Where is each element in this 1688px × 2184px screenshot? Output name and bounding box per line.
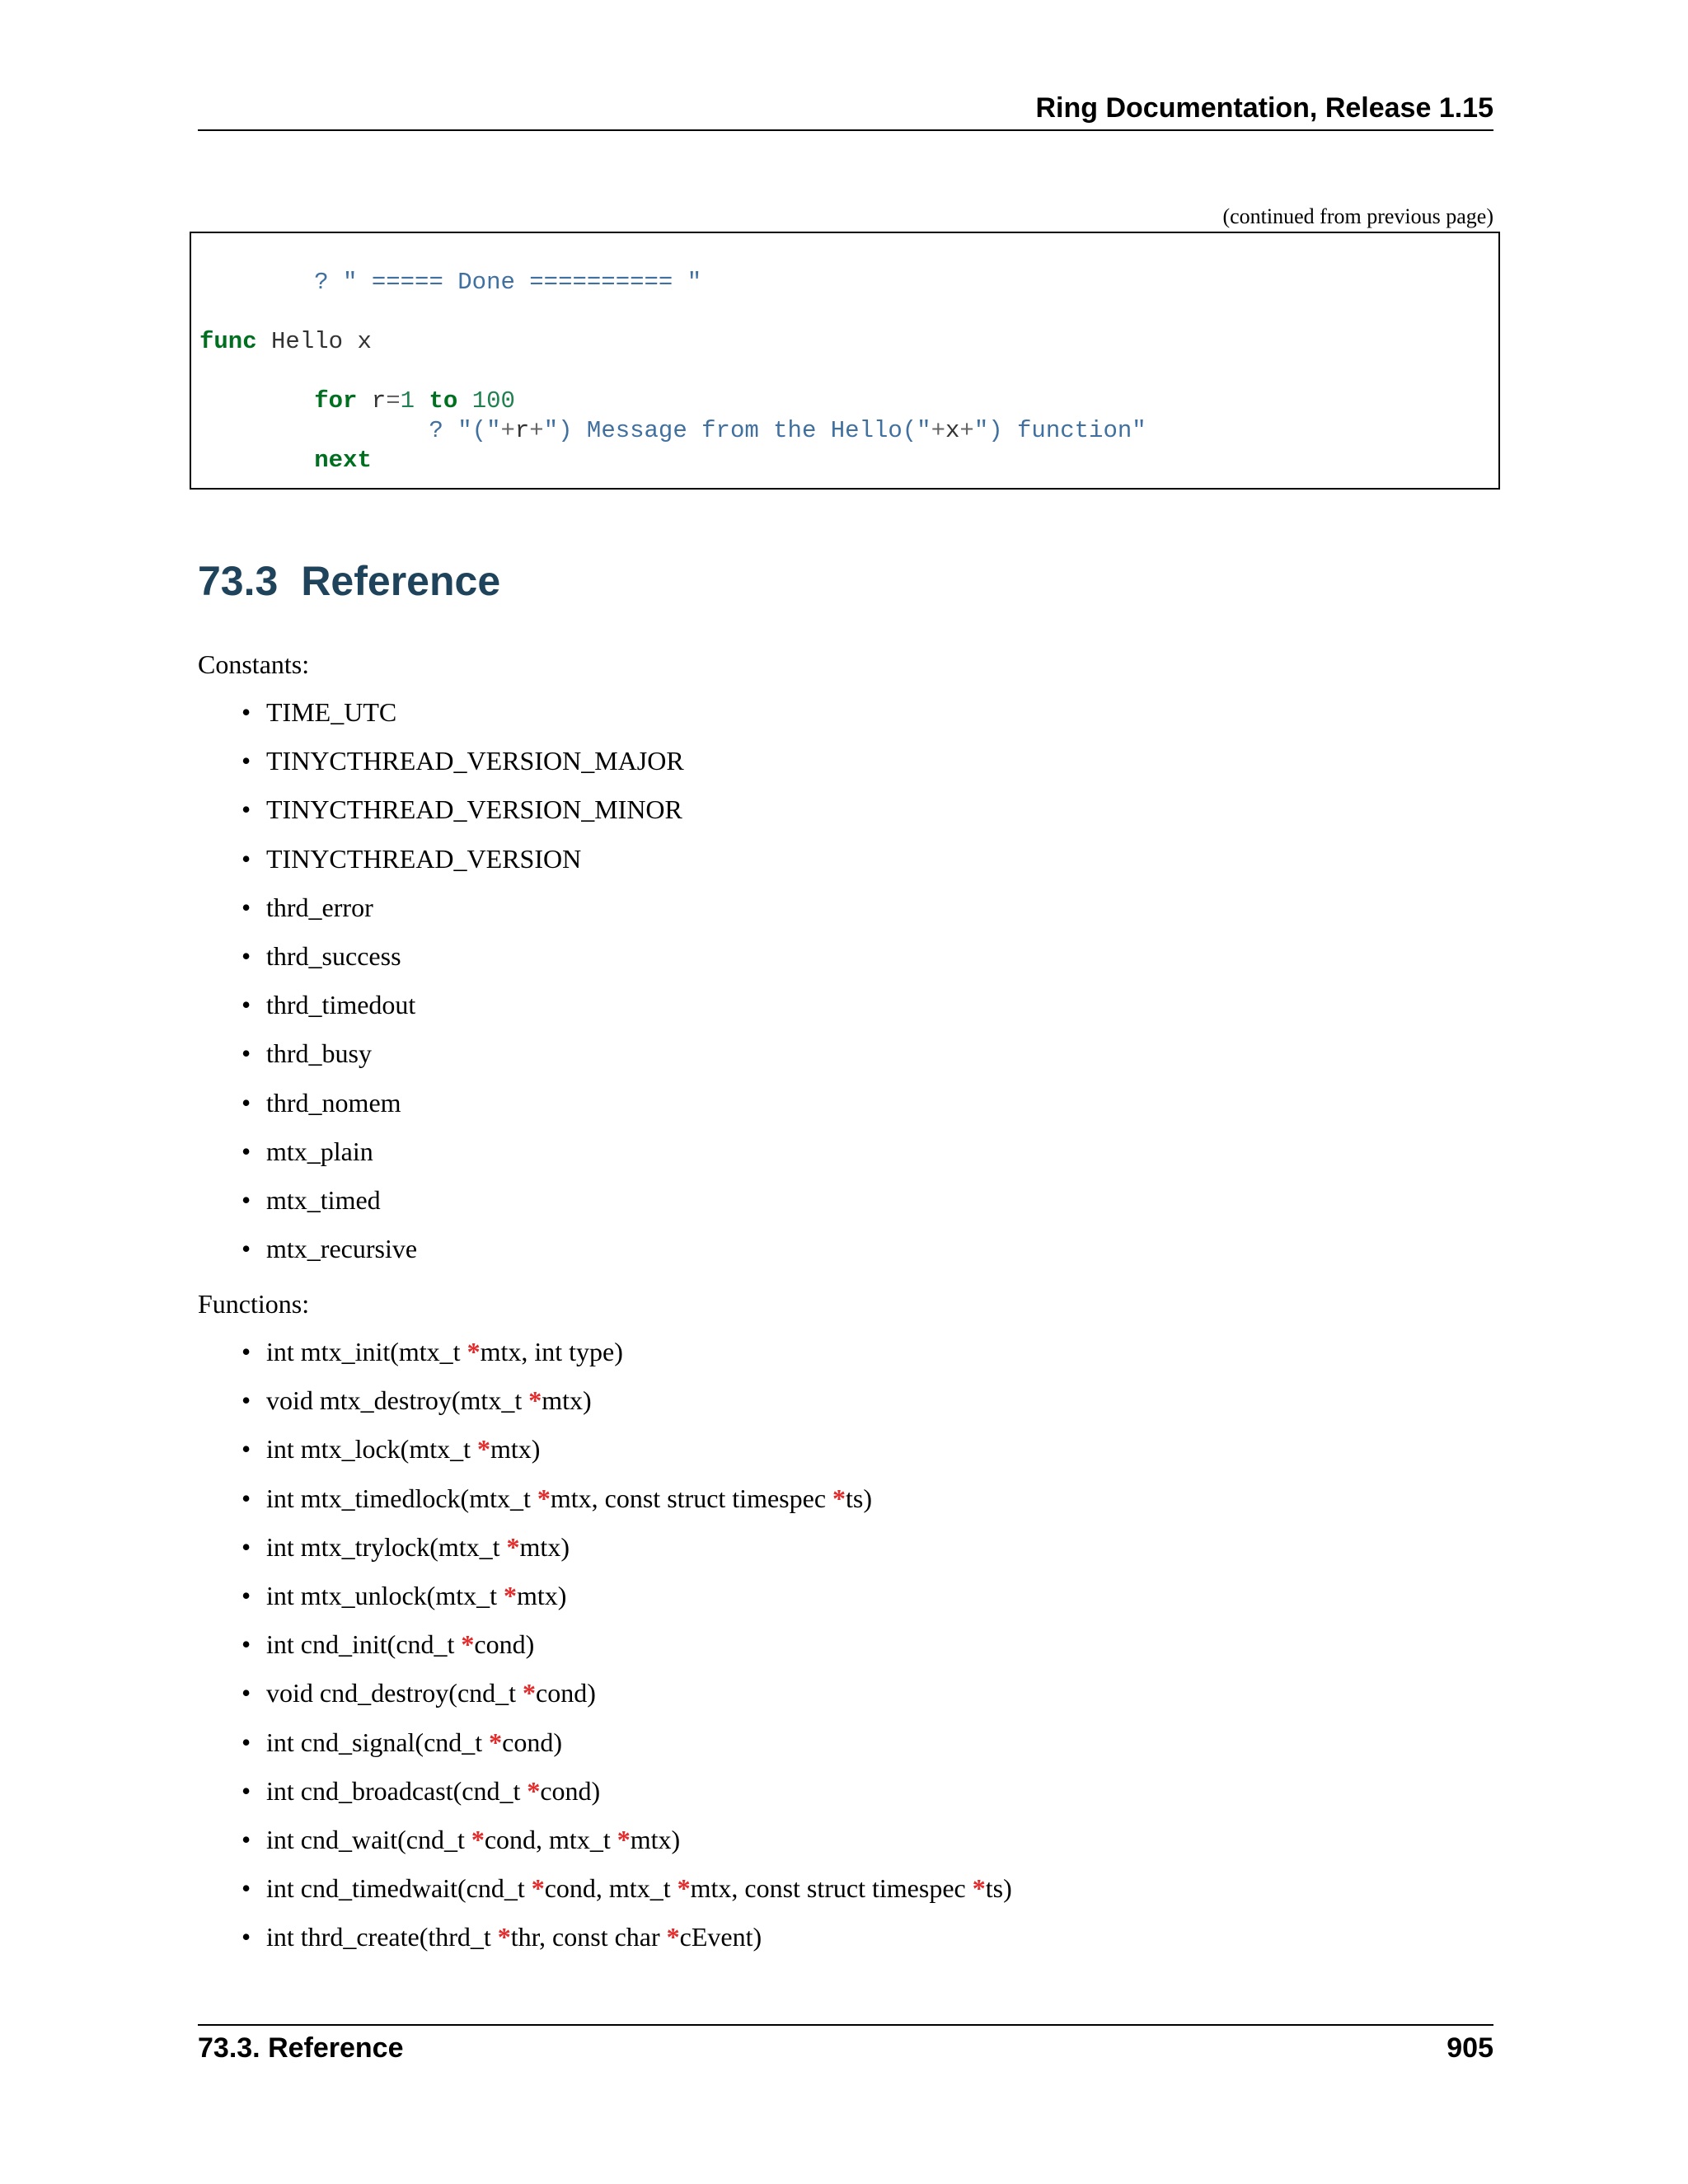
pointer-star: * [506,1531,520,1562]
list-item-text [266,1581,566,1611]
signature-part: int mtx_init(mtx_t [266,1337,467,1366]
bullet-icon: • [241,1727,251,1757]
code-keyword: next [314,447,372,474]
continued-note: (continued from previous page) [1222,204,1493,228]
bullet-icon: • [241,1873,251,1904]
list-item-text: thrd_timedout [266,990,416,1020]
code-operator: + [500,417,515,444]
signature-part: ts) [985,1873,1012,1904]
signature-part: int cnd_wait(cnd_t [266,1825,471,1854]
list-item-text: mtx_plain [266,1136,373,1166]
code-string: ") Message from the Hello(" [543,417,931,444]
code-text: Hello x [271,328,372,355]
pointer-star: * [832,1483,846,1513]
list-item-text [266,1678,596,1708]
list-item-text: TINYCTHREAD_VERSION_MAJOR [266,746,684,776]
list-item-text: thrd_error [266,892,373,922]
pointer-star: * [476,1434,490,1465]
signature-part: thr, const char [510,1922,667,1952]
bullet-icon: • [241,1185,251,1215]
code-token: ? [429,417,443,444]
list-item-text [266,1825,680,1855]
code-operator: + [959,417,974,444]
code-text: x [945,417,960,444]
constants-label: Constants: [198,649,310,679]
list-item-text [266,1629,534,1660]
code-keyword: for [314,387,358,415]
list-item-text: thrd_busy [266,1038,372,1069]
signature-part: int mtx_trylock(mtx_t [266,1531,507,1562]
signature-part: cond, mtx_t [484,1825,617,1854]
signature-part: mtx) [542,1385,592,1416]
functions-label: Functions: [198,1289,310,1319]
bullet-icon: • [241,1922,251,1952]
header-rule [198,129,1493,131]
signature-part: ts) [846,1483,873,1513]
list-item-text [266,1337,623,1367]
list-item-text: mtx_timed [266,1185,381,1215]
signature-part: mtx, const struct timespec [550,1483,833,1513]
bullet-icon: • [241,1038,251,1069]
code-string: "(" [457,417,501,444]
pointer-star: * [677,1873,691,1904]
pointer-star: * [666,1922,680,1952]
code-operator: = [386,387,401,415]
pointer-star: * [617,1825,631,1854]
bullet-icon: • [241,1678,251,1708]
list-item-text: thrd_nomem [266,1087,401,1118]
signature-part: int mtx_timedlock(mtx_t [266,1483,537,1513]
list-item-text: thrd_success [266,941,401,971]
signature-part: cond) [536,1678,596,1708]
signature-part: int mtx_unlock(mtx_t [266,1581,504,1610]
footer-section: 73.3. Reference [198,2032,404,2064]
section-number: 73.3 [198,558,279,604]
signature-part: mtx, const struct timespec [690,1873,973,1904]
list-item-text [266,1873,1012,1904]
signature-part: int cnd_signal(cnd_t [266,1727,490,1757]
signature-part: cond) [502,1727,563,1757]
code-string: ") function" [973,417,1146,444]
bullet-icon: • [241,1483,251,1513]
bullet-icon: • [241,1581,251,1610]
pointer-star: * [489,1727,503,1757]
signature-part: mtx) [516,1581,567,1610]
bullet-icon: • [241,990,251,1020]
signature-part: int mtx_lock(mtx_t [266,1434,477,1465]
signature-part: int cnd_init(cnd_t [266,1629,462,1660]
signature-part: mtx, int type) [480,1337,623,1366]
code-line-5 [199,446,372,476]
bullet-icon: • [241,941,251,971]
list-item-text [266,1483,872,1514]
pointer-star: * [531,1873,545,1904]
pointer-star: * [497,1922,511,1952]
signature-part: cond, mtx_t [544,1873,678,1904]
bullet-icon: • [241,1385,251,1416]
signature-part: mtx) [490,1434,541,1465]
signature-part: int cnd_timedwait(cnd_t [266,1873,532,1904]
bullet-icon: • [241,1825,251,1854]
code-string: " ===== Done ========== " [343,269,702,296]
list-item-text: mtx_recursive [266,1234,418,1264]
bullet-icon: • [241,1087,251,1118]
list-item-text [266,1532,570,1563]
bullet-icon: • [241,1531,251,1562]
bullet-icon: • [241,1629,251,1660]
list-item-text [266,1727,562,1758]
footer-rule [198,2024,1493,2026]
pointer-star: * [528,1385,542,1416]
bullet-icon: • [241,1434,251,1465]
signature-part: void cnd_destroy(cnd_t [266,1678,523,1708]
code-operator: + [529,417,544,444]
code-line-2 [199,327,372,357]
signature-part: cond) [540,1775,601,1806]
code-number: 1 [400,387,415,415]
signature-part: cEvent) [679,1922,762,1952]
list-item-text [266,1434,540,1465]
bullet-icon: • [241,1136,251,1166]
signature-part: mtx) [519,1531,570,1562]
code-number: 100 [471,387,515,415]
pointer-star: * [523,1678,537,1708]
code-text: r [371,387,387,415]
signature-part: void mtx_destroy(mtx_t [266,1385,529,1416]
bullet-icon: • [241,1775,251,1806]
bullet-icon: • [241,843,251,874]
pointer-star: * [972,1873,986,1904]
list-item-text [266,1922,762,1952]
signature-part: cond) [474,1629,535,1660]
section-title: Reference [301,558,501,604]
pointer-star: * [537,1483,551,1513]
bullet-icon: • [241,892,251,922]
page-number: 905 [1447,2032,1493,2064]
list-item-text: TIME_UTC [266,697,397,727]
section-heading [198,557,500,605]
bullet-icon: • [241,697,251,727]
signature-part: mtx) [630,1825,681,1854]
code-token: ? [314,269,329,296]
list-item-text [266,1776,600,1807]
list-item-text [266,1385,592,1416]
code-line-3 [199,387,515,416]
code-line-4 [199,416,1146,446]
pointer-star: * [471,1825,485,1854]
code-line-1 [199,268,701,298]
signature-part: int cnd_broadcast(cnd_t [266,1775,528,1806]
signature-part: int thrd_create(thrd_t [266,1922,498,1952]
list-item-text: TINYCTHREAD_VERSION_MINOR [266,794,682,825]
bullet-icon: • [241,746,251,776]
running-header: Ring Documentation, Release 1.15 [1035,92,1493,124]
bullet-icon: • [241,794,251,825]
pointer-star: * [503,1581,517,1610]
bullet-icon: • [241,1234,251,1264]
code-operator: + [931,417,945,444]
code-block [190,232,1500,490]
pointer-star: * [461,1629,475,1660]
pointer-star: * [467,1337,481,1366]
pointer-star: * [527,1775,541,1806]
list-item-text: TINYCTHREAD_VERSION [266,843,582,874]
bullet-icon: • [241,1337,251,1366]
code-keyword: to [429,387,458,415]
code-text: r [514,417,530,444]
code-keyword: func [199,328,257,355]
